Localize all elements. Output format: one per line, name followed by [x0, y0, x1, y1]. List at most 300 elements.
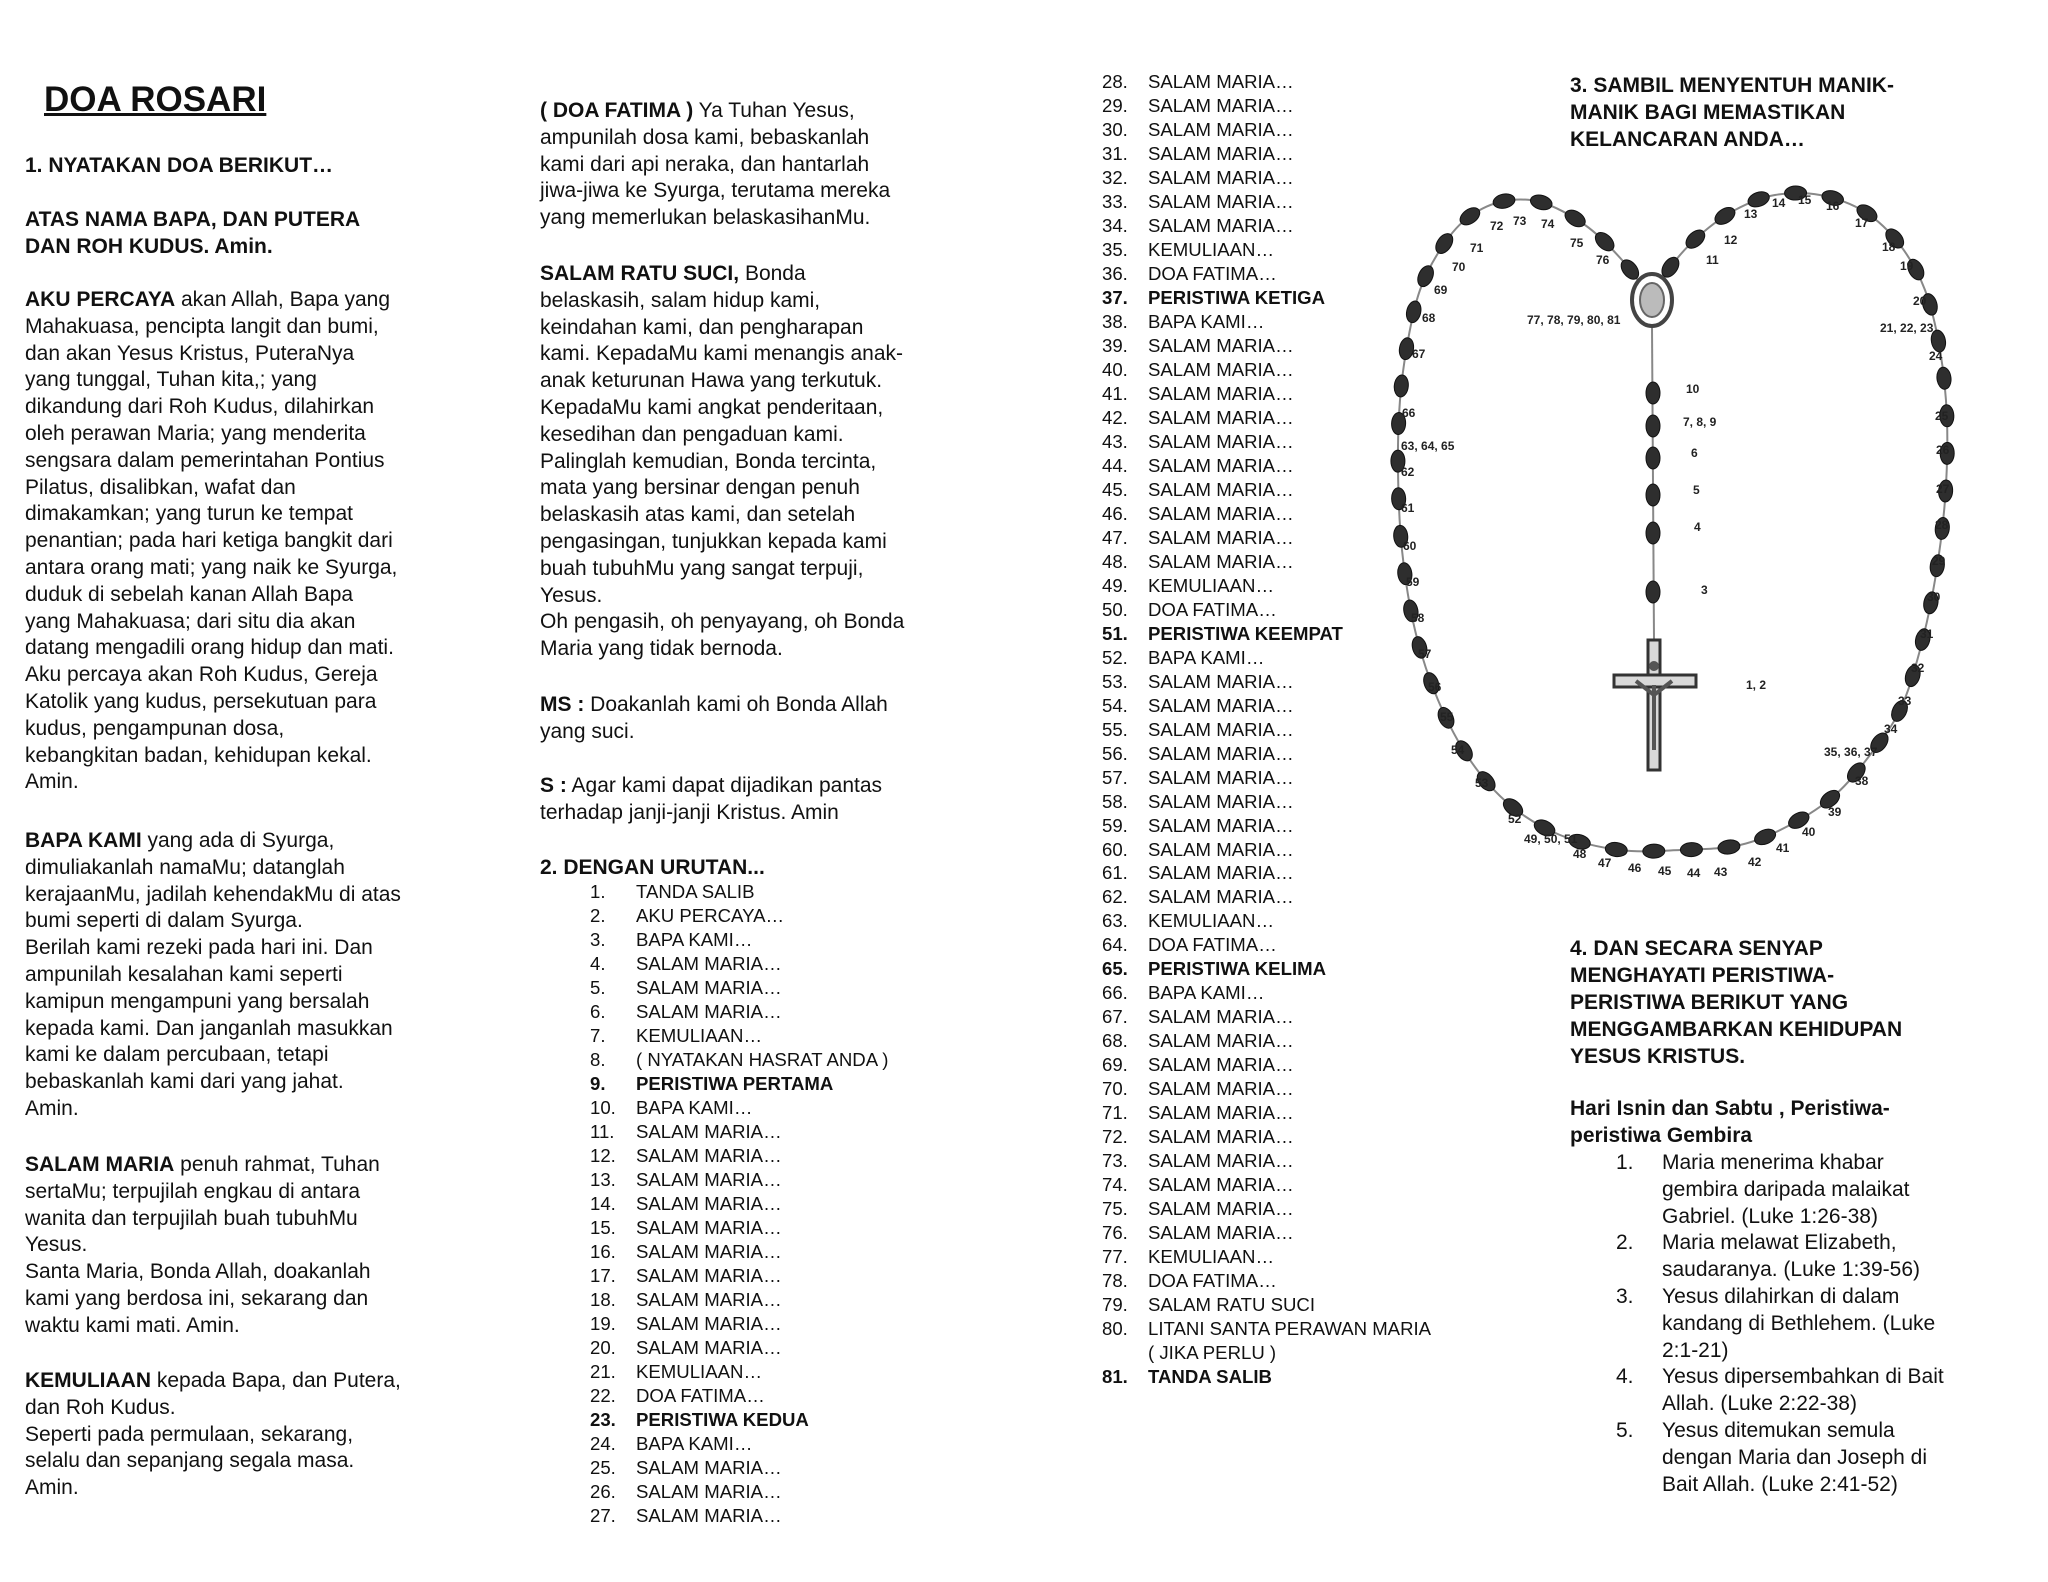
sequence-text: SALAM MARIA… [1148, 790, 1294, 812]
mystery-text: Maria melawat Elizabeth, saudaranya. (Luke 1:39-56) [1662, 1231, 1920, 1282]
bead-label: 10 [1686, 382, 1700, 396]
sequence-text: SALAM MARIA… [1148, 670, 1294, 692]
bead-label: 63, 64, 65 [1401, 439, 1455, 453]
sequence-text: SALAM MARIA… [636, 976, 782, 998]
bead-label: 72 [1490, 219, 1504, 233]
sequence-item [1102, 1269, 1431, 1293]
bead-label: 34 [1884, 722, 1898, 736]
sequence-number: 68. [1102, 1030, 1128, 1052]
sequence-item [1102, 94, 1431, 118]
mystery-text: Yesus ditemukan semula dengan Maria dan Joseph di Bait Allah. (Luke 2:41-52) [1662, 1418, 1928, 1496]
sequence-number: 11. [590, 1120, 615, 1142]
sequence-text: SALAM MARIA… [1148, 190, 1294, 212]
sequence-text: SALAM MARIA… [1148, 118, 1294, 140]
hail-mary-body: penuh rahmat, Tuhan sertaMu; terpujilah engkau di antara wanita dan terpujilah buah tubuhMu Yesus. Santa Maria, Bonda Allah, doakanlah kami yang berdosa ini, sekarang dan waktu kami mati. Amin. [25, 1153, 380, 1337]
sequence-text: SALAM MARIA… [636, 1288, 782, 1310]
bead-label: 7, 8, 9 [1683, 415, 1717, 429]
hail-mary-heading: SALAM MARIA [25, 1153, 175, 1176]
sequence-number: 28. [1102, 71, 1128, 92]
sequence-item [1102, 1101, 1431, 1125]
sequence-number: 9. [590, 1072, 606, 1094]
creed-prayer [25, 287, 485, 796]
sequence-text: SALAM MARIA… [1148, 1198, 1294, 1220]
sequence-item [1102, 1029, 1431, 1053]
sequence-number: 26. [590, 1480, 616, 1502]
bead-label: 59 [1406, 575, 1420, 589]
sequence-text: KEMULIAAN… [636, 1024, 763, 1046]
sequence-text: DOA FATIMA… [1148, 262, 1277, 284]
sequence-item [590, 1384, 888, 1408]
sequence-number: 65. [1102, 958, 1128, 980]
sequence-number: 19. [590, 1312, 616, 1334]
bead-label: 39 [1828, 805, 1842, 819]
sequence-text: SALAM MARIA… [1148, 1126, 1294, 1148]
sequence-text: KEMULIAAN… [1148, 910, 1275, 932]
sequence-number: 76. [1102, 1222, 1128, 1244]
sequence-number: 53. [1102, 670, 1128, 692]
sequence-item [1102, 70, 1431, 94]
bead-label: 26 [1936, 443, 1950, 457]
sequence-item [590, 880, 888, 904]
sequence-text: DOA FATIMA… [1148, 1270, 1277, 1292]
sequence-number: 10. [590, 1096, 616, 1118]
sequence-number: 73. [1102, 1150, 1128, 1172]
rosary-bead [1432, 231, 1456, 257]
sequence-number: 8. [590, 1048, 606, 1070]
mystery-number: 4. [1616, 1365, 1634, 1389]
rosary-bead [1492, 192, 1516, 210]
sequence-text: SALAM MARIA… [1148, 550, 1294, 572]
sequence-item [590, 1168, 888, 1192]
bead-label: 53 [1475, 776, 1489, 790]
sequence-number: 62. [1102, 886, 1128, 908]
bead-label: 66 [1402, 406, 1416, 420]
bead-label: 52 [1508, 812, 1522, 826]
bead-label: 33 [1898, 694, 1912, 708]
bead-label: 38 [1855, 774, 1869, 788]
bead-label: 43 [1714, 865, 1728, 879]
fatima-body: Ya Tuhan Yesus, ampunilah dosa kami, bebaskanlah kami dari api neraka, dan hantarlah jiwa-jiwa ke Syurga, terutama mereka yang memerlukan belaskasihanMu. [540, 99, 891, 230]
sequence-text: SALAM MARIA… [1148, 454, 1294, 476]
bead-label: 18 [1882, 240, 1896, 254]
mystery-number: 1. [1616, 1151, 1634, 1174]
mystery-text: Yesus dilahirkan di dalam kandang di Bethlehem. (Luke 2:1-21) [1662, 1284, 1936, 1362]
sequence-number: 47. [1102, 526, 1128, 548]
sequence-number: 60. [1102, 838, 1128, 860]
s-response [540, 773, 980, 827]
sequence-text: TANDA SALIB [636, 881, 755, 902]
sequence-text: SALAM MARIA… [636, 1240, 782, 1262]
sequence-text: SALAM MARIA… [636, 1480, 782, 1502]
sequence-text: BAPA KAMI… [1148, 646, 1265, 668]
sequence-item [590, 1192, 888, 1216]
sequence-number: 44. [1102, 454, 1128, 476]
bead-label: 14 [1772, 196, 1786, 210]
rosary-bead [1529, 193, 1554, 212]
bead-label: 25 [1935, 409, 1949, 423]
sequence-item [590, 1480, 888, 1504]
mystery-item [1616, 1150, 1996, 1230]
creed-body: akan Allah, Bapa yang Mahakuasa, pencipta langit dan bumi, dan akan Yesus Kristus, PuteraNya yang tunggal, Tuhan kita,; yang dikandung dari Roh Kudus, dilahirkan oleh perawan Maria; yang menderita sengsara dalam pemerintahan Pontius Pilatus, disalibkan, wafat dan dimakamkan; yang turun ke tempat penantian; pada hari ketiga bangkit dari antara orang mati; yang naik ke Syurga, duduk di sebelah kanan Allah Bapa yang Mahakuasa; dari situ dia akan datang mengadili orang hidup dan mati. Aku percaya akan Roh Kudus, Gereja Katolik yang kudus, persekutuan para kudus, pengampunan dosa, kebangkitan badan, kehidupan kekal. Amin. [25, 288, 398, 794]
glory-be-body: kepada Bapa, dan Putera, dan Roh Kudus. Seperti pada permulaan, sekarang, selalu dan sepanjang segala masa. Amin. [25, 1369, 401, 1500]
sign-of-cross-text: ATAS NAMA BAPA, DAN PUTERA DAN ROH KUDUS. Amin. [25, 208, 361, 258]
sequence-number: 16. [590, 1240, 616, 1262]
sequence-number: 50. [1102, 598, 1128, 620]
bead-label: 40 [1802, 825, 1816, 839]
rosary-bead [1712, 204, 1738, 228]
bead-label: 6 [1691, 446, 1698, 460]
bead-label: 32 [1911, 661, 1925, 675]
sequence-text: SALAM MARIA… [1148, 1078, 1294, 1100]
sequence-text: SALAM MARIA… [636, 1216, 782, 1238]
bead-label: 60 [1403, 539, 1417, 553]
bead-label: 49, 50, 51 [1524, 832, 1578, 846]
sequence-number: 55. [1102, 718, 1128, 740]
sequence-text: SALAM MARIA… [1148, 358, 1294, 380]
sequence-text: SALAM MARIA… [1148, 166, 1294, 188]
sequence-list-part-1 [590, 880, 888, 1528]
bead-label: 69 [1434, 283, 1448, 297]
sequence-text: BAPA KAMI… [1148, 982, 1265, 1004]
sequence-item [1102, 1293, 1431, 1317]
creed-heading: AKU PERCAYA [25, 288, 176, 311]
step-3-heading: 3. SAMBIL MENYENTUH MANIK- MANIK BAGI MEMASTIKAN KELANCARAN ANDA… [1570, 74, 1894, 151]
sequence-item [1102, 1197, 1431, 1221]
rosary-bead [1646, 522, 1660, 544]
page-title: DOA ROSARI [44, 80, 267, 119]
bead-label: 47 [1598, 856, 1612, 870]
sequence-number: 31. [1102, 142, 1128, 164]
bead-label: 73 [1513, 214, 1527, 228]
sequence-number: 42. [1102, 406, 1128, 428]
sequence-text: KEMULIAAN… [1148, 1246, 1275, 1268]
bead-label: 15 [1798, 193, 1812, 207]
sequence-item [590, 1240, 888, 1264]
bead-label: 17 [1855, 216, 1869, 230]
mystery-number: 3. [1616, 1284, 1634, 1308]
sequence-item [590, 1336, 888, 1360]
sequence-number: 34. [1102, 214, 1128, 236]
sequence-number: 15. [590, 1216, 616, 1238]
sequence-text: KEMULIAAN… [1148, 574, 1275, 596]
sequence-number: 66. [1102, 982, 1128, 1004]
sequence-number: 38. [1102, 310, 1128, 332]
sequence-number: 20. [590, 1336, 616, 1358]
sequence-text: KEMULIAAN… [1148, 238, 1275, 260]
bead-label: 42 [1748, 855, 1762, 869]
sequence-text: DOA FATIMA… [636, 1384, 765, 1406]
sequence-text: SALAM MARIA… [1148, 94, 1294, 116]
sequence-item [590, 928, 888, 952]
sequence-number: 39. [1102, 334, 1128, 356]
step-4-heading: 4. DAN SECARA SENYAP MENGHAYATI PERISTIWA- PERISTIWA BERIKUT YANG MENGGAMBARKAN KEHIDUPAN YESUS KRISTUS. [1570, 937, 1903, 1068]
sequence-number: 3. [590, 928, 606, 950]
bead-label: 13 [1744, 207, 1758, 221]
sequence-item [590, 1000, 888, 1024]
sequence-text: SALAM MARIA… [1148, 886, 1294, 908]
rosary-diagram [1360, 150, 2000, 890]
sequence-text: ( NYATAKAN HASRAT ANDA ) [636, 1048, 889, 1070]
bead-label: 67 [1412, 347, 1426, 361]
sequence-item [1102, 1125, 1431, 1149]
bead-label: 56 [1428, 680, 1442, 694]
sequence-text: SALAM MARIA… [1148, 838, 1294, 860]
sequence-number: 52. [1102, 646, 1128, 668]
sequence-number: 48. [1102, 550, 1128, 572]
sequence-item [590, 1096, 888, 1120]
sequence-number: 51. [1102, 622, 1128, 644]
bead-label: 48 [1573, 847, 1587, 861]
sequence-number: 18. [590, 1288, 616, 1310]
sequence-number: 70. [1102, 1078, 1128, 1100]
sequence-number: 45. [1102, 478, 1128, 500]
sequence-number: 1. [590, 881, 606, 902]
sequence-text: SALAM MARIA… [636, 1192, 782, 1214]
sequence-text: SALAM MARIA… [1148, 1006, 1294, 1028]
hail-holy-queen-prayer [540, 261, 980, 663]
sequence-number: 69. [1102, 1054, 1128, 1076]
bead-label: 75 [1570, 236, 1584, 250]
sequence-item [590, 904, 888, 928]
sequence-text: SALAM MARIA… [1148, 382, 1294, 404]
mystery-item [1616, 1284, 1996, 1364]
sequence-text: BAPA KAMI… [636, 1432, 753, 1454]
sequence-number: 14. [590, 1192, 616, 1214]
sequence-number: 46. [1102, 502, 1128, 524]
rosary-bead [1646, 447, 1660, 469]
sequence-item [1102, 1077, 1431, 1101]
sequence-text: SALAM MARIA… [1148, 1150, 1294, 1172]
hail-holy-queen-heading: SALAM RATU SUCI, [540, 262, 740, 285]
sequence-item [590, 1120, 888, 1144]
sequence-text: DOA FATIMA… [1148, 598, 1277, 620]
fatima-heading: ( DOA FATIMA ) [540, 99, 694, 122]
sequence-text: SALAM MARIA… [1148, 526, 1294, 548]
sequence-text: SALAM MARIA… [636, 1264, 782, 1286]
bead-label: 16 [1826, 199, 1840, 213]
rosary-bead [1404, 299, 1423, 324]
bead-label: 70 [1452, 260, 1466, 274]
s-text: Agar kami dapat dijadikan pantas terhadap janji-janji Kristus. Amin [540, 774, 883, 824]
bead-label: 61 [1401, 501, 1415, 515]
sequence-text: SALAM MARIA… [1148, 1174, 1294, 1196]
bead-label: 41 [1776, 841, 1790, 855]
rosary-bead [1643, 844, 1665, 859]
sequence-item [590, 976, 888, 1000]
sequence-number: 5. [590, 976, 606, 998]
sequence-number: 32. [1102, 166, 1128, 188]
rosary-bead [1646, 484, 1660, 506]
sequence-text: SALAM RATU SUCI [1148, 1294, 1316, 1316]
sequence-item [1102, 981, 1431, 1005]
bead-label: 11 [1706, 253, 1719, 267]
sequence-text: AKU PERCAYA… [636, 904, 785, 926]
sequence-item [590, 952, 888, 976]
sequence-item [1102, 1053, 1431, 1077]
sequence-number: 56. [1102, 742, 1128, 764]
sequence-item [590, 1072, 888, 1096]
sequence-item [1102, 1365, 1431, 1389]
sequence-number: 59. [1102, 814, 1128, 836]
sequence-text: PERISTIWA KEDUA [636, 1408, 809, 1430]
sequence-text: PERISTIWA KETIGA [1148, 286, 1325, 308]
sequence-text: SALAM MARIA… [1148, 862, 1294, 884]
mystery-number: 5. [1616, 1418, 1634, 1442]
sequence-text: SALAM MARIA… [1148, 334, 1294, 356]
sequence-text: SALAM MARIA… [1148, 742, 1294, 764]
rosary-bead [1393, 374, 1409, 397]
bead-label: 4 [1694, 520, 1701, 534]
bead-label: 68 [1422, 311, 1436, 325]
sequence-number: 54. [1102, 694, 1128, 716]
sequence-number: 35. [1102, 238, 1128, 260]
sequence-number: 12. [590, 1144, 616, 1166]
s-label: S : [540, 774, 567, 797]
sequence-item [1102, 1221, 1431, 1245]
sequence-number: 7. [590, 1024, 606, 1046]
ms-response [540, 692, 980, 746]
sequence-number: 29. [1102, 94, 1128, 116]
sequence-number: 80. [1102, 1318, 1128, 1340]
sequence-text: SALAM MARIA… [1148, 814, 1294, 836]
sequence-item [590, 1024, 888, 1048]
bead-label: 57 [1418, 647, 1432, 661]
sequence-text: SALAM MARIA… [636, 1168, 782, 1190]
bead-label: 19 [1900, 259, 1914, 273]
sequence-number: 27. [590, 1504, 616, 1526]
sequence-number: 13. [590, 1168, 616, 1190]
sequence-number: 61. [1102, 862, 1128, 884]
mystery-text: Yesus dipersembahkan di Bait Allah. (Luke 2:22-38) [1662, 1365, 1944, 1416]
sequence-item [590, 1144, 888, 1168]
sequence-number: 79. [1102, 1294, 1128, 1316]
sequence-number: 40. [1102, 358, 1128, 380]
bead-label: 30 [1927, 590, 1941, 604]
sequence-number: 23. [590, 1408, 616, 1430]
hail-holy-queen-body: Bonda belaskasih, salam hidup kami, keindahan kami, dan pengharapan kami. KepadaMu kami menangis anak- anak keturunan Hawa yang terkutuk. KepadaMu kami angkat penderitaan, kesedihan dan pengaduan kami. Palinglah kemudian, Bonda tercinta, mata yang bersinar dengan penuh belaskasih atas kami, dan setelah pengasingan, tunjukkan kepada kami buah tubuhMu yang sangat terpuji, Yesus. Oh pengasih, oh penyayang, oh Bonda Maria yang tidak bernoda. [540, 262, 905, 661]
sequence-number: 4. [590, 952, 606, 974]
bead-label: 74 [1541, 217, 1555, 231]
step-2-heading: 2. DENGAN URUTAN... [540, 856, 765, 879]
rosary-bead-labels [1401, 193, 1950, 880]
sequence-text: PERISTIWA PERTAMA [636, 1072, 834, 1094]
sequence-item [590, 1216, 888, 1240]
rosary-bead [1646, 581, 1660, 603]
sequence-text: SALAM MARIA… [1148, 478, 1294, 500]
sequence-number: 41. [1102, 382, 1128, 404]
glory-be-prayer [25, 1368, 485, 1502]
sequence-text: SALAM MARIA… [636, 952, 782, 974]
sequence-text: PERISTIWA KELIMA [1148, 958, 1327, 980]
bead-label: 24 [1929, 349, 1943, 363]
sequence-text: TANDA SALIB [1148, 1366, 1272, 1388]
sequence-text: LITANI SANTA PERAWAN MARIA ( JIKA PERLU ) [1148, 1318, 1432, 1364]
step-1-heading: 1. NYATAKAN DOA BERIKUT… [25, 154, 334, 177]
sequence-item [590, 1504, 888, 1528]
bead-label: 31 [1920, 627, 1934, 641]
sequence-number: 64. [1102, 934, 1128, 956]
bead-label: 77, 78, 79, 80, 81 [1527, 313, 1621, 327]
ms-text: Doakanlah kami oh Bonda Allah yang suci. [540, 693, 888, 743]
sequence-text: SALAM MARIA… [636, 1120, 782, 1142]
sequence-item [1102, 933, 1431, 957]
sequence-text: SALAM MARIA… [1148, 142, 1294, 164]
bead-label: 27 [1936, 482, 1950, 496]
fatima-prayer [540, 98, 980, 232]
rosary-medal [1632, 274, 1672, 326]
sequence-item [1102, 957, 1431, 981]
sequence-text: KEMULIAAN… [636, 1360, 763, 1382]
sequence-text: SALAM MARIA… [1148, 502, 1294, 524]
rosary-bead [1680, 842, 1702, 857]
bead-label: 54 [1451, 743, 1465, 757]
bead-label: 71 [1470, 241, 1484, 255]
mystery-item [1616, 1418, 1996, 1498]
bead-label: 76 [1596, 253, 1610, 267]
rosary-bead [1646, 382, 1660, 404]
rosary-bead [1752, 826, 1778, 847]
joyful-mysteries-list [1616, 1150, 1996, 1498]
sequence-number: 81. [1102, 1366, 1128, 1388]
sequence-number: 22. [590, 1384, 616, 1406]
bead-label: 58 [1411, 611, 1425, 625]
our-father-prayer [25, 828, 485, 1123]
sequence-item [1102, 909, 1431, 933]
bead-label: 46 [1628, 861, 1642, 875]
sequence-number: 49. [1102, 574, 1128, 596]
sequence-item [1102, 1005, 1431, 1029]
sequence-text: SALAM MARIA… [1148, 1222, 1294, 1244]
sequence-item [1102, 118, 1431, 142]
sequence-text: SALAM MARIA… [1148, 766, 1294, 788]
sequence-text: SALAM MARIA… [1148, 214, 1294, 236]
sequence-text: SALAM MARIA… [1148, 1054, 1294, 1076]
sequence-text: SALAM MARIA… [1148, 71, 1294, 92]
sequence-number: 2. [590, 904, 606, 926]
bead-label: 44 [1687, 866, 1701, 880]
sequence-item [590, 1456, 888, 1480]
bead-label: 35, 36, 37 [1824, 745, 1878, 759]
sequence-number: 25. [590, 1456, 616, 1478]
sequence-text: SALAM MARIA… [636, 1456, 782, 1478]
sequence-text: BAPA KAMI… [1148, 310, 1265, 332]
sequence-item [590, 1408, 888, 1432]
sequence-number: 36. [1102, 262, 1128, 284]
bead-label: 62 [1401, 465, 1415, 479]
mystery-item [1616, 1230, 1996, 1284]
sequence-number: 30. [1102, 118, 1128, 140]
mystery-text: Maria menerima khabar gembira daripada malaikat Gabriel. (Luke 1:26-38) [1662, 1151, 1910, 1228]
sequence-item [1102, 1149, 1431, 1173]
bead-label: 21, 22, 23 [1880, 321, 1934, 335]
sequence-text: DOA FATIMA… [1148, 934, 1277, 956]
sequence-item [590, 1312, 888, 1336]
our-father-body: yang ada di Syurga, dimuliakanlah namaMu; datanglah kerajaanMu, jadilah kehendakMu di atas bumi seperti di dalam Syurga. Berilah kami rezeki pada hari ini. Dan ampunilah kesalahan kami seperti kamipun mengampuni yang bersalah kepada kami. Dan janganlah masukkan kami ke dalam percubaan, tetapi bebaskanlah kami dari yang jahat. Amin. [25, 829, 401, 1120]
mystery-number: 2. [1616, 1231, 1634, 1255]
sequence-text: SALAM MARIA… [636, 1336, 782, 1358]
sequence-number: 37. [1102, 286, 1128, 308]
bead-label: 55 [1440, 710, 1454, 724]
sequence-number: 33. [1102, 190, 1128, 212]
sequence-text: SALAM MARIA… [1148, 1030, 1294, 1052]
mystery-item [1616, 1364, 1996, 1418]
sequence-item [590, 1288, 888, 1312]
rosary-bead [1562, 207, 1588, 230]
rosary-bead [1646, 415, 1660, 437]
sequence-item [1102, 1317, 1431, 1365]
bead-label: 20 [1913, 294, 1927, 308]
ms-label: MS : [540, 693, 585, 716]
